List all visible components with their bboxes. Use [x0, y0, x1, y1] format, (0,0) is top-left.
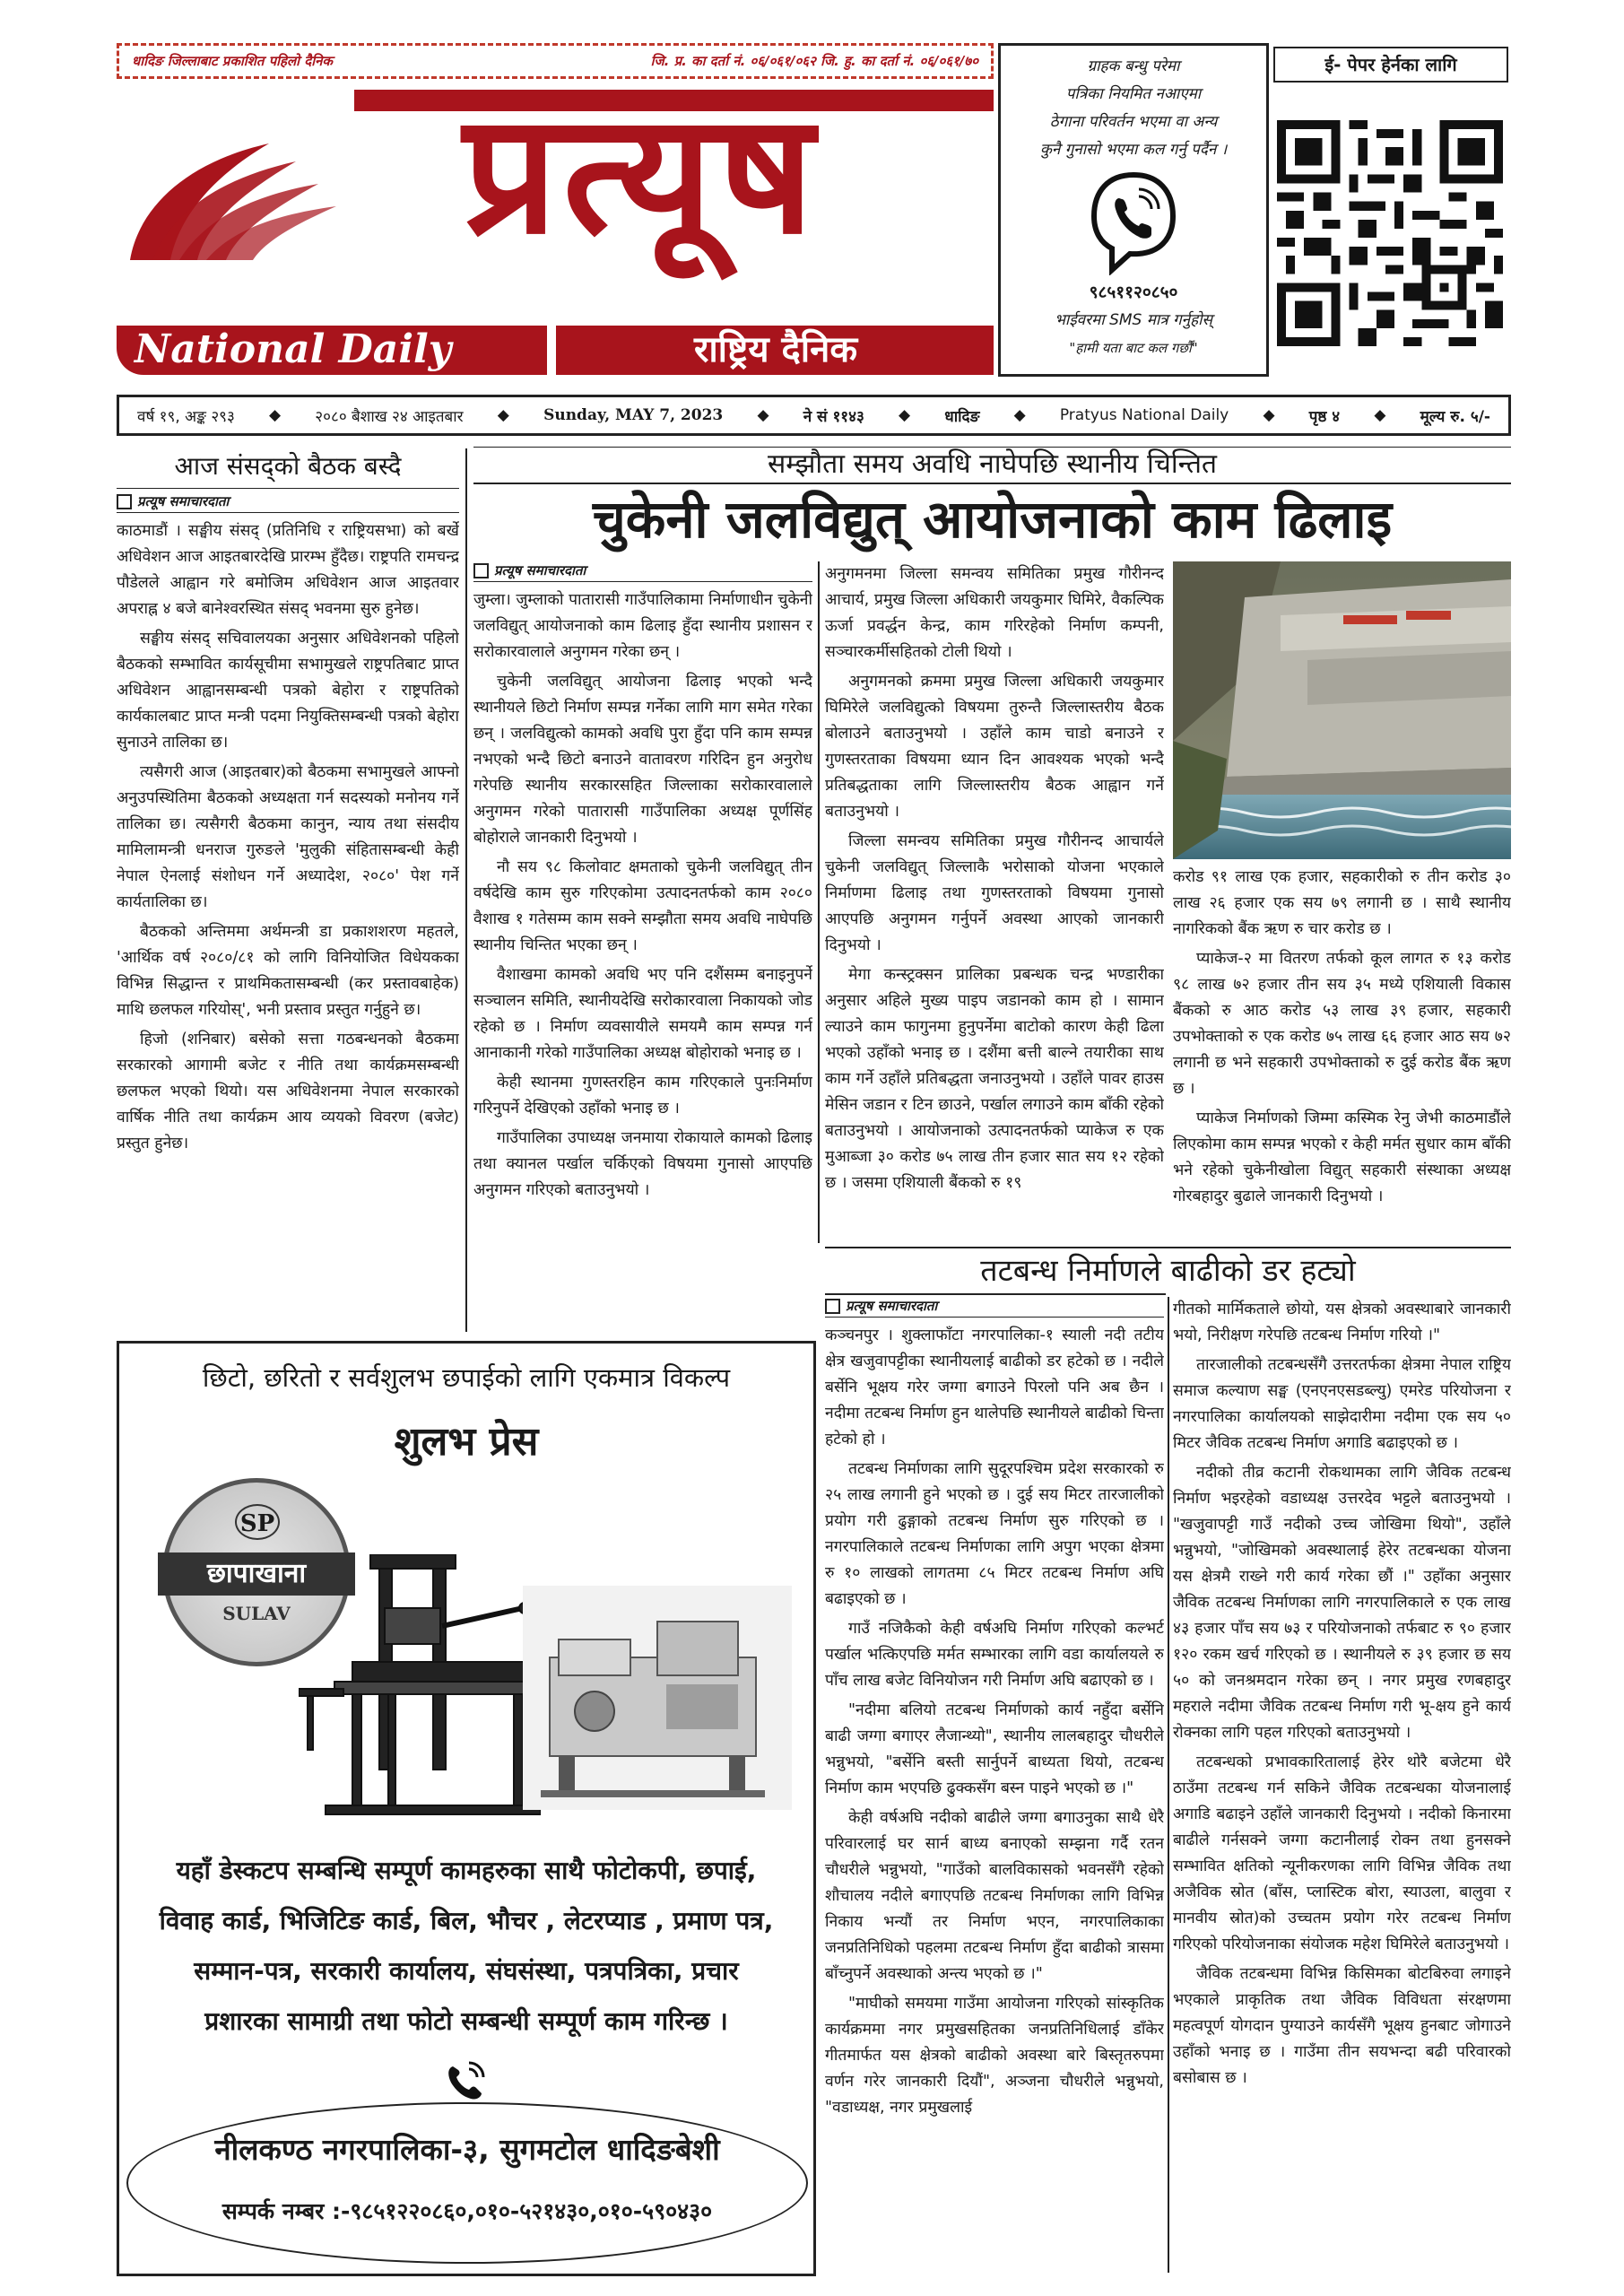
sep-diamond: ◆ [269, 406, 282, 424]
ad-tagline: छिटो, छरितो र सर्वशुलभ छपाईको लागि एकमात्र विकल्प [202, 1362, 731, 1393]
paragraph: जुम्ला। जुम्लाको पातारासी गाउँपालिकामा निर्माणाधीन चुकेनी जलविद्युत् आयोजनाको काम ढिलाइ हुँदा स्थानीय प्रशासन र सरोकारवालाले अनुगमन गरेका छन् । [473, 591, 812, 661]
second-article-headline: तटबन्ध निर्माणले बाढीको डर हट्यो [980, 1253, 1356, 1289]
notice-line: ठेगाना परिवर्तन भएमा वा अन्य [1049, 113, 1218, 131]
paragraph: तारजालीको तटबन्धसँगै उत्तरतर्फका क्षेत्रमा नेपाल राष्ट्रिय समाज कल्याण सङ्घ (एनएनएसडब्ल्यु) एमरेड परियोजना र नगरपालिका कार्यालयको साझेदारीमा नदीमा एक सय ५० मिटर जैविक तटबन्ध निर्माण अगाडि बढाइएको छ । [1173, 1356, 1511, 1452]
paragraph: बैठकको अन्तिममा अर्थमन्त्री डा प्रकाशशरण महतले, 'आर्थिक वर्ष २०८०/८१ को लागि विनियोजित विधेयकका विभिन्न सिद्धान्त र प्राथमिकतासम्बन्धी (कर प्रस्तावबाहेक) माथि छलफल गरियोस्', भनी प्रस्ताव प्रस्तुत गर्नुहुने छ। [117, 923, 459, 1019]
masthead-title: प्रत्यूष [463, 75, 820, 271]
hydropower-dam-photo [1173, 561, 1511, 859]
paragraph: जैविक तटबन्धमा विभिन्न किसिमका बोटबिरुवा लगाइने भएकाले प्राकृतिक तथा जैविक विविधता संरक्षणमा महत्वपूर्ण योगदान पुग्याउने कार्यसँगै भूक्षय हुनबाट जोगाउने उहाँको भनाइ छ । गाउँमा तीन सयभन्दा बढी परिवारको बसोबास छ । [1173, 1965, 1511, 2087]
offset-press-photo [523, 1586, 792, 1810]
sep-diamond: ◆ [497, 406, 509, 424]
paragraph: सङ्घीय संसद् सचिवालयका अनुसार अधिवेशनको पहिलो बैठकको सम्भावित कार्यसूचीमा सभामुखले राष्ट्रपतिबाट प्राप्त अधिवेशन आह्वानसम्बन्धी पत्रको बेहोरा र राष्ट्रपतिको कार्यकालबाट प्राप्त मन्त्री पदमा नियुक्तिसम्बन्धी पत्रको बेहोरा सुनाउने तालिका छ। [117, 630, 459, 752]
byline-box-icon [825, 1299, 840, 1314]
main-article-col-1 [473, 561, 812, 1333]
main-article-byline: प्रत्यूष समाचारदाता [473, 561, 812, 582]
paragraph: "माघीको समयमा गाउँमा आयोजना गरिएको सांस्कृतिक कार्यक्रममा नगर प्रमुखसहितका जनप्रतिनिधिलाई डाँकेर गीतमार्फत यस क्षेत्रको बाढीको अवस्था बारे बिस्तृतरुपमा वर्णन गरेर जानकारी दियौं", अञ्जना चौधरीले भन्नुभयो, "वडाध्यक्ष, नगर प्रमुखलाई [825, 1995, 1164, 2117]
paragraph: अनुगमनमा जिल्ला समन्वय समितिका प्रमुख गौरीनन्द आचार्य, प्रमुख जिल्ला अधिकारी जयकुमार घिमिरे, वैकल्पिक ऊर्जा प्रवर्द्धन केन्द्र, काम गरिरहेको निर्माण कम्पनी, सञ्चारकर्मीसहितको टोली थियो । [825, 565, 1164, 661]
paragraph: वैशाखमा कामको अवधि भए पनि दशैंसम्म बनाइनुपर्ने सञ्चालन समिति, स्थानीयदेखि सरोकारवाला निकायको जोड रहेको छ । निर्माण व्यवसायीले समयमै काम सम्पन्न गर्न आनाकानी गरेको गाउँपालिका अध्यक्ष बोहोराको भनाइ छ । [473, 966, 812, 1062]
masthead-tagline: धादिङ जिल्लाबाट प्रकाशित पहिलो दैनिक [132, 53, 333, 69]
logo-monogram: SP [235, 1504, 280, 1540]
notice-sms: भाईवरमा SMS मात्र गर्नुहोस् [1054, 311, 1213, 329]
ad-address: नीलकण्ठ नगरपालिका-३, सुगमटोल धादिङबेशी [214, 2132, 720, 2167]
sep-diamond: ◆ [1374, 406, 1386, 424]
logo-english: National Daily [135, 326, 452, 372]
nepali-date: २०८० बैशाख २४ आइतबार [315, 407, 464, 426]
ad-service-line: सम्मान-पत्र, सरकारी कार्यालय, संघसंस्था, पत्रपत्रिका, प्रचार [194, 1956, 739, 1986]
column-divider [465, 448, 467, 1332]
epaper-box [1273, 43, 1508, 377]
left-article [117, 447, 459, 1333]
paragraph: तटबन्धको प्रभावकारितालाई हेरेर थोरै बजेटमा धेरै ठाउँमा तटबन्ध गर्न सकिने जैविक तटबन्धका योजनालाई अगाडि बढाइने उहाँले जानकारी दिनुभयो । नदीको किनारमा बाढीले गर्नसक्ने जग्गा कटानीलाई रोक्न तथा हुनसक्ने सम्भावित क्षतिको न्यूनीकरणका लागि विभिन्न जैविक तथा अजैविक स्रोत (बाँस, प्लास्टिक बोरा, स्याउला, बालुवा र मानवीय स्रोत)को उच्चतम प्रयोग गरेर तटबन्ध निर्माण गरिएको परियोजनाका संयोजक महेश घिमिरेले बताउनुभयो । [1173, 1753, 1511, 1953]
ad-service-line: यहाँ डेस्कटप सम्बन्धि सम्पूर्ण कामहरुका साथै फोटोकपी, छपाई, [176, 1856, 757, 1885]
notice-quote: "हामी यता बाट कल गर्छौं" [1069, 340, 1198, 356]
second-article-byline: प्रत्यूष समाचारदाता [825, 1297, 1164, 1318]
second-article-col-1 [825, 1297, 1164, 2274]
paragraph: "नदीमा बलियो तटबन्ध निर्माणको कार्य नहुँदा बर्सेनि बाढी जग्गा बगाएर लैजान्थ्यो", स्थानीय लालबहादुर चौधरीले भन्नुभयो, "बर्सेनि बस्ती सार्नुपर्ने बाध्यता थियो, तटबन्ध निर्माण काम भएपछि ढुक्कसँग बस्न पाइने भएको छ ।" [825, 1701, 1164, 1797]
paragraph: त्यसैगरी आज (आइतबार)को बैठकमा सभामुखले आफ्नो अनुउपस्थितिमा बैठकको अध्यक्षता गर्न सदस्यको मनोनय गर्ने तालिका छ। त्यसैगरी बैठकमा कानुन, न्याय तथा संसदीय मामिलामन्त्री धनराज गुरुङले 'मुलुकी संहितासम्बन्धी केही नेपाल ऐनलाई संशोधन गर्ने अध्यादेश, २०८०' पेश गर्ने कार्यतालिका छ। [117, 763, 459, 911]
paragraph: नौ सय ९८ किलोवाट क्षमताको चुकेनी जलविद्युत् तीन वर्षदेखि काम सुरु गरिएकोमा उत्पादनतर्फको काम २०८० वैशाख १ गतेसम्म काम सक्ने सम्झौता समय अवधि नाघेपछि स्थानीय चिन्तित भएका छन् । [473, 858, 812, 954]
ad-business-name: शुलभ प्रेस [394, 1419, 539, 1465]
ad-address-oval [126, 2102, 808, 2264]
nepal-sambat: ने सं ११४३ [803, 407, 864, 426]
logo-nepali: राष्ट्रिय दैनिक [693, 329, 858, 370]
sep-diamond: ◆ [1013, 406, 1026, 424]
place: धादिङ [944, 407, 980, 426]
main-article-headline: चुकेनी जलविद्युत् आयोजनाको काम ढिलाइ [592, 489, 1393, 550]
paragraph: जिल्ला समन्वय समितिका प्रमुख गौरीनन्द आचार्यले चुकेनी जलविद्युत् जिल्लाकै भरोसाको योजना भएकाले निर्माणमा ढिलाइ तथा गुणस्तरताको विषयमा गुनासो आएपछि अनुगमन गर्नुपर्ने अवस्था आएको जानकारी दिनुभयो । [825, 832, 1164, 954]
english-date: Sunday, MAY 7, 2023 [543, 406, 724, 424]
price: मूल्य रु. ५/- [1420, 407, 1490, 426]
main-article-header [473, 447, 1511, 556]
paragraph: काठमाडौं । सङ्घीय संसद् (प्रतिनिधि र राष्ट्रियसभा) को बर्खे अधिवेशन आज आइतबारदेखि प्रारम्भ हुँदैछ। राष्ट्रपति रामचन्द्र पौडेलले आह्वान गरे बमोजिम अधिवेशन आज आइतवार अपराह्न ४ बजे बानेश्वरस्थित संसद् भवनमा सुरु हुनेछ। [117, 522, 459, 618]
paragraph: मेगा कन्स्ट्रक्सन प्रालिका प्रबन्धक चन्द्र भण्डारीका अनुसार अहिले मुख्य पाइप जडानको काम हो । सामान ल्याउने काम फागुनमा हुनुपर्नेमा बाटोको कारण केही ढिला भएको उहाँको भनाइ छ । दशैंमा बत्ती बाल्ने तयारीका साथ काम गर्ने उहाँले प्रतिबद्धता जनाउनुभयो । उहाँले पावर हाउस मेसिन जडान र टिन छाउने, पर्खाल लगाउने काम बाँकी रहेको बताउनुभयो । आयोजनाको उत्पादनतर्फको प्याकेज रु एक मुआब्जा ३० करोड ७५ लाख तीन हजार सात सय १२ रहेको छ । जसमा एशियाली बैंकको रु १९ [825, 966, 1164, 1192]
notice-line: पत्रिका नियमित नआएमा [1065, 85, 1202, 103]
registration-number: जि. प्र. का दर्ता नं. ०६/०६१/०६२ जि. हु. का दर्ता नं. ०६/०६१/७० [650, 53, 978, 69]
notice-line: कुनै गुनासो भएमा कल गर्नु पर्दैन । [1039, 141, 1228, 159]
main-article-kicker: सम्झौता समय अवधि नाघेपछि स्थानीय चिन्तित [473, 447, 1511, 481]
ad-service-line: प्रशारका सामाग्री तथा फोटो सम्बन्धी सम्पूर्ण काम गरिन्छ । [204, 2006, 728, 2036]
column-divider [1168, 1297, 1169, 2273]
logo-banner: छापाखाना [158, 1552, 355, 1596]
paragraph: तटबन्ध निर्माणका लागि सुदूरपश्चिम प्रदेश सरकारको रु २५ लाख लगानी हुने भएको छ । दुई सय मिटर तारजालीको प्रयोग गरी ढुङ्गाको तटबन्ध निर्माण सुरु गरिएको छ । नगरपालिकाले तटबन्ध निर्माणका लागि अपुग भएका क्षेत्रमा रु १० लाखको लागतमा ८५ मिटर तटबन्ध निर्माण अघि बढाइएको छ । [825, 1460, 1164, 1608]
left-article-byline: प्रत्यूष समाचारदाता [117, 492, 459, 513]
paragraph: गीतको मार्मिकताले छोयो, यस क्षेत्रको अवस्थाबारे जानकारी भयो, निरीक्षण गरेपछि तटबन्ध निर्माण गरियो ।" [1173, 1300, 1511, 1344]
volume-number: वर्ष १९, अङ्क २९३ [137, 407, 235, 426]
section-rule [825, 1247, 1511, 1248]
subscriber-notice [998, 43, 1269, 377]
second-article-col-2 [1173, 1297, 1511, 2274]
main-article-col-2 [825, 561, 1164, 1243]
hand-press-illustration [299, 1554, 541, 1823]
paragraph: कञ्चनपुर । शुक्लाफाँटा नगरपालिका-१ स्याली नदी तटीय क्षेत्र खजुवापट्टीका स्थानीयलाई बाढीको डर हटेको छ । नदीले बर्सेनि भूक्षय गरेर जग्गा बगाउने पिरलो पनि अब छैन । नदीमा तटबन्ध निर्माण हुन थालेपछि स्थानीयले बाढीको चिन्ता हटेको हो । [825, 1326, 1164, 1448]
paragraph: चुकेनी जलविद्युत् आयोजना ढिलाइ भएको भन्दै स्थानीयले छिटो निर्माण सम्पन्न गर्नेका लागि माग समेत गरेका छन् । जलविद्युत्को कामको अवधि पुरा हुँदा पनि काम सम्पन्न नभएको भन्दै छिटो बनाउने वातावरण गरिदिन हुन अनुरोध गरेपछि स्थानीय सरकारसहित जिल्लाका सरोकारवालाले अनुगमन गरेको पातारासी गाउँपालिका अध्यक्ष पूर्णसिंह बोहोराले जानकारी दिनुभयो । [473, 673, 812, 847]
info-bar [117, 395, 1511, 436]
paper-name: Pratyus National Daily [1059, 406, 1229, 424]
paragraph: हिजो (शनिबार) बसेको सत्ता गठबन्धनको बैठकमा सरकारको आगामी बजेट र नीति तथा कार्यक्रमसम्बन्धी छलफल भएको थियो। यस अधिवेशनमा नेपाल सरकारको वार्षिक नीति तथा कार्यक्रम आय व्ययको विवरण (बजेट) प्रस्तुत हुनेछ। [117, 1031, 459, 1152]
ad-services [130, 1846, 803, 2052]
paragraph: प्याकेज-२ मा वितरण तर्फको कूल लागत रु १३ करोड ९८ लाख ७२ हजार तीन सय ३५ मध्ये एशियाली विकास बैंकको रु आठ करोड ५३ लाख ३९ हजार, सहकारी उपभोक्ताको रु एक करोड ७५ लाख ६६ हजार आठ सय ७२ लगानी छ भने सहकारी उपभोक्ताको रु दुई करोड बैंक ऋण छ । [1173, 950, 1511, 1098]
section-rule [825, 1293, 1166, 1295]
sep-diamond: ◆ [899, 406, 911, 424]
byline-box-icon [473, 563, 489, 578]
sep-diamond: ◆ [1263, 406, 1275, 424]
paragraph: अनुगमनको क्रममा प्रमुख जिल्ला अधिकारी जयकुमार घिमिरेले जलविद्युत्को विषयमा तुरुन्तै जिल्लास्तरीय बैठक बोलाउने बताउनुभयो । उहाँले काम चाडो बनाउने र गुणस्तरताका विषयमा ध्यान दिन आवश्यक भएको भन्दै प्रतिबद्धताका लागि जिल्लास्तरीय बैठक आह्वान गर्ने बताउनुभयो । [825, 673, 1164, 821]
sep-diamond: ◆ [757, 406, 769, 424]
paragraph: गाउँपालिका उपाध्यक्ष जनमाया रोकायाले कामको ढिलाइ तथा क्यानल पर्खाल चर्किएको विषयमा गुनासो आएपछि अनुगमन गरिएको बताउनुभयो । [473, 1129, 812, 1199]
left-article-headline: आज संसद्को बैठक बस्दै [117, 447, 459, 489]
viber-phone-icon [1089, 170, 1178, 275]
epaper-label: ई- पेपर हेर्नका लागि [1273, 47, 1508, 83]
column-divider [818, 561, 820, 1243]
phone-icon [444, 2059, 489, 2100]
page-number: पृष्ठ ४ [1308, 407, 1341, 426]
paragraph: केही वर्षअघि नदीको बाढीले जग्गा बगाउनुका साथै धेरै परिवारलाई घर सार्न बाध्य बनाएको सम्झना गर्दै रतन चौधरीले भन्नुभयो, "गाउँको बालविकासको भवनसँगै रहेको शौचालय नदीले बगाएपछि तटबन्ध निर्माणका लागि विभिन्न निकाय भन्यौं तर निर्माण भएन, नगरपालिकाका जनप्रतिनिधिको पहलमा तटबन्ध निर्माण हुँदा बाढीको त्रासमा बाँच्नुपर्ने अवस्थाको अन्त्य भएको छ ।" [825, 1809, 1164, 1983]
paragraph: गाउँ नजिकैको केही वर्षअघि निर्माण गरिएको कल्भर्ट पर्खाल भत्किएपछि मर्मत सम्भारका लागि वडा कार्यालयले रु पाँच लाख बजेट विनियोजन गरी निर्माण अघि बढाएको छ । [825, 1620, 1164, 1690]
notice-phone-number[interactable]: ९८५११२०८५० [1089, 283, 1178, 302]
ad-contact-numbers[interactable]: सम्पर्क नम्बर :-९८५१२२०८६०,०१०-५२१४३०,०१०-५९०४३० [221, 2198, 713, 2224]
main-article-col-3 [1173, 865, 1511, 1241]
masthead-top-strip [117, 43, 994, 79]
paragraph: प्याकेज निर्माणको जिम्मा कस्मिक रेनु जेभी काठमाडौंले लिएकोमा काम सम्पन्न भएको र केही मर्मत सुधार काम बाँकी भने रहेको चुकेनीखोला विद्युत् सहकारी संस्थाका अध्यक्ष गोरबहादुर बुढाले जानकारी दिनुभयो । [1173, 1109, 1511, 1205]
byline-box-icon [117, 494, 132, 509]
paragraph: नदीको तीव्र कटानी रोकथामका लागि जैविक तटबन्ध निर्माण भइरहेको वडाध्यक्ष उत्तरदेव भट्टले बताउनुभयो । "खजुवापट्टी गाउँ नदीको उच्च जोखिमा थियो", उहाँले भन्नुभयो, "जोखिमको अवस्थालाई हेरेर तटबन्धका योजना यस क्षेत्रमै राख्ने गरी कार्य गरेका छौं ।" उहाँका अनुसार जैविक तटबन्ध निर्माणका लागि नगरपालिकाले रु एक लाख ४३ हजार पाँच सय ७३ र परियोजनाको तर्फबाट रु ९० हजार १२० रकम खर्च गरिएको छ । स्थानीयले रु ३९ हजार छ सय ५० को जनश्रमदान गरेका छन् । नगर प्रमुख रणबहादुर महराले नदीमा जैविक तटबन्ध निर्माण गरी भू-क्षय हुने कार्य रोक्नका लागि पहल गरिएको बताउनुभयो । [1173, 1464, 1511, 1742]
qr-code-icon[interactable] [1277, 120, 1503, 346]
masthead [117, 43, 994, 375]
ad-service-line: विवाह कार्ड, भिजिटिङ कार्ड, बिल, भौचर , लेटरप्याड , प्रमाण पत्र, [159, 1906, 774, 1935]
notice-line: ग्राहक बन्धु परेमा [1087, 57, 1180, 75]
paragraph: केही स्थानमा गुणस्तरहिन काम गरिएकाले पुनःनिर्माण गरिनुपर्ने देखिएको उहाँको भनाइ छ । [473, 1074, 812, 1118]
paragraph: करोड ९१ लाख एक हजार, सहकारीको रु तीन करोड ३० लाख २६ हजार एक सय ७९ लगानी छ । साथै स्थानीय नागरिकको बैंक ऋण रु चार करोड छ । [1173, 868, 1511, 938]
press-advertisement [117, 1341, 816, 2276]
logo-sub: SULAV [222, 1603, 291, 1624]
